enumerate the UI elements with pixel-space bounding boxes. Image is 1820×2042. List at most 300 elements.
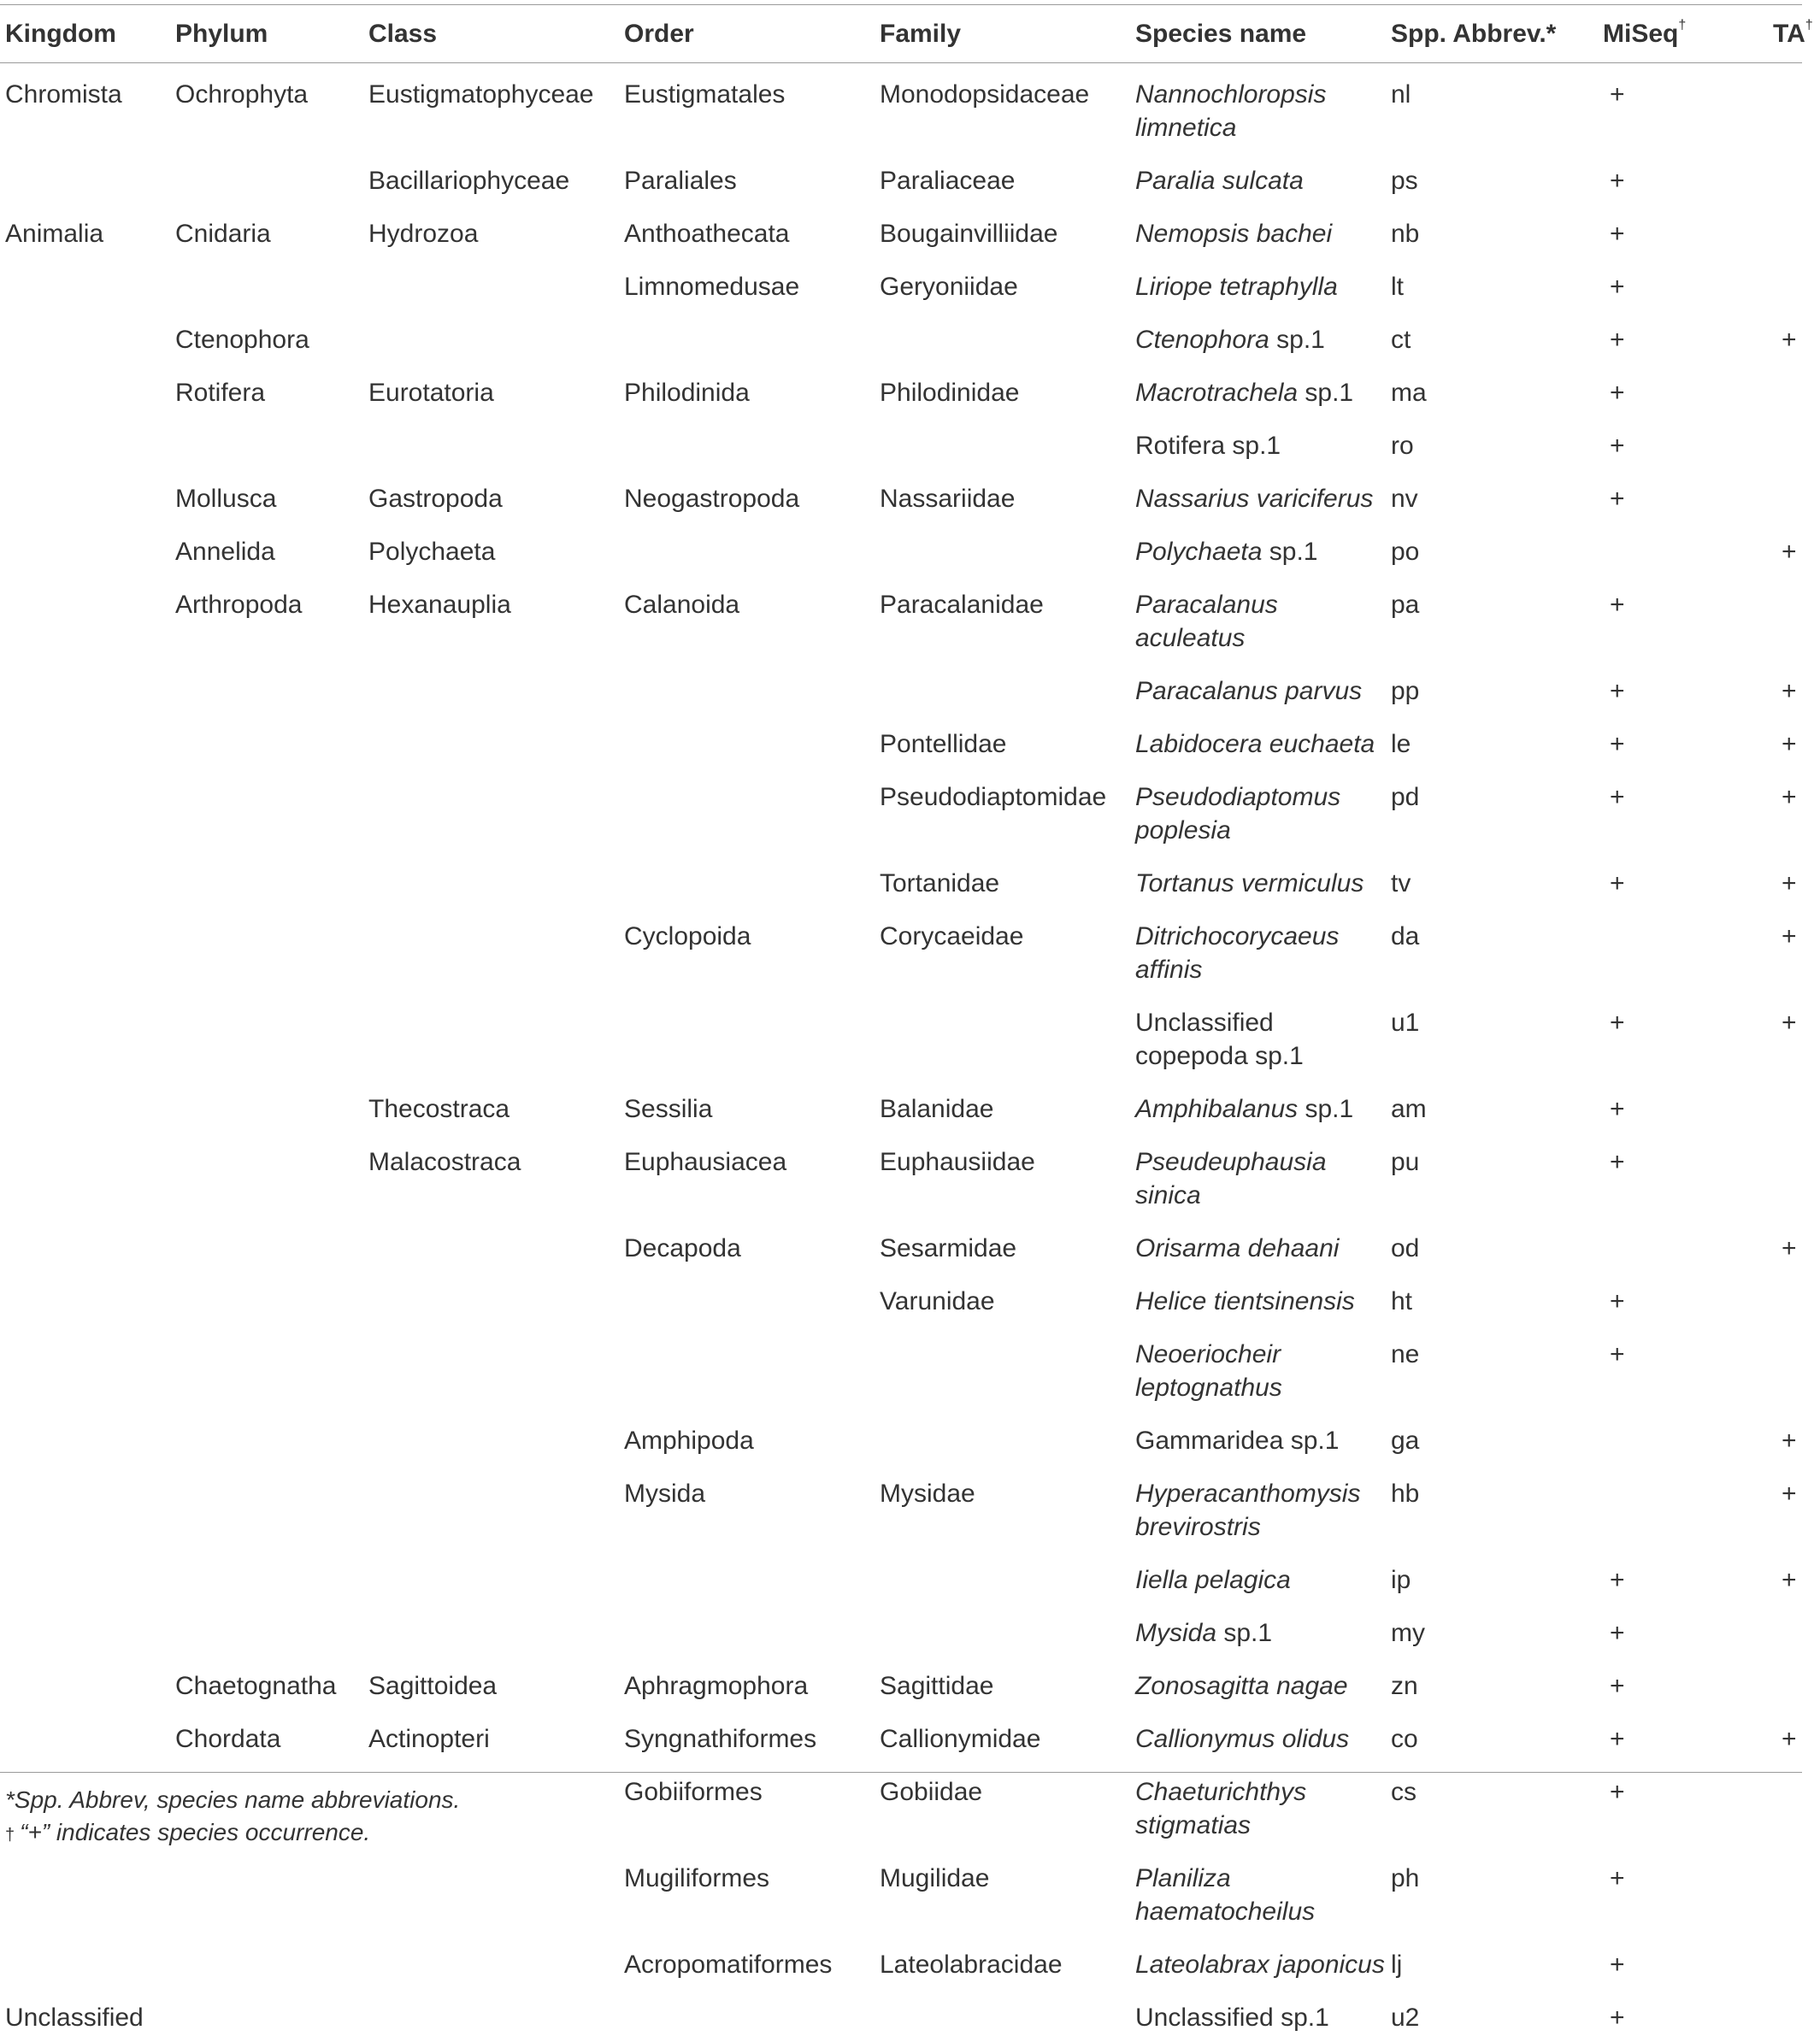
cell-phylum: Arthropoda <box>175 591 303 619</box>
cell-ta <box>1768 1850 1802 1936</box>
cell-spp-abbrev: le <box>1391 730 1411 758</box>
cell-class <box>363 258 619 311</box>
cell-class <box>363 855 619 908</box>
cell-order: Calanoida <box>624 591 740 619</box>
occurrence-mark: + <box>1610 1340 1625 1368</box>
header-order: Order <box>624 19 694 48</box>
cell-kingdom <box>0 1551 170 1604</box>
cell-miseq <box>1598 311 1768 364</box>
species-italic: Lateolabrax japonicus <box>1135 1951 1385 1979</box>
header-kingdom: Kingdom <box>5 19 116 48</box>
cell-spp-abbrev: zn <box>1391 1672 1418 1700</box>
cell-miseq <box>1598 1551 1768 1604</box>
table-row <box>0 1710 1802 1763</box>
species-italic: Neoeriocheir leptognathus <box>1135 1340 1282 1402</box>
cell-phylum <box>170 1326 363 1412</box>
cell-miseq <box>1598 994 1768 1080</box>
cell-miseq <box>1598 1850 1768 1936</box>
cell-family: Monodopsidaceae <box>880 80 1090 109</box>
cell-kingdom: Unclassified <box>5 2004 144 2032</box>
taxonomy-table <box>0 5 1813 2042</box>
cell-class: Actinopteri <box>368 1725 490 1753</box>
cell-spp-abbrev: po <box>1391 538 1420 566</box>
cell-ta <box>1768 768 1802 855</box>
header-spp-abbrev: Spp. Abbrev.* <box>1391 19 1557 48</box>
cell-order <box>619 1551 875 1604</box>
cell-species-name <box>1130 311 1386 364</box>
table-row <box>0 1989 1802 2042</box>
cell-ta <box>1768 1763 1802 1850</box>
table-row <box>0 768 1802 855</box>
cell-family <box>875 1551 1130 1604</box>
cell-phylum <box>170 1989 363 2042</box>
header-ta-dagger: † <box>1805 17 1813 32</box>
cell-order: Paraliales <box>624 167 737 195</box>
species-italic: Pseudodiaptomus poplesia <box>1135 783 1341 844</box>
occurrence-mark: + <box>1782 677 1797 705</box>
occurrence-mark: + <box>1610 1619 1625 1647</box>
cell-family: Pontellidae <box>880 730 1007 758</box>
table-row <box>0 417 1802 470</box>
species-plain: sp.1 <box>1269 326 1325 354</box>
cell-kingdom <box>0 311 170 364</box>
cell-order <box>619 1989 875 2042</box>
table-row <box>0 662 1802 715</box>
cell-miseq <box>1598 1604 1768 1657</box>
cell-order <box>619 523 875 576</box>
cell-species-name <box>1130 205 1386 258</box>
table-row <box>0 908 1802 994</box>
cell-species-name <box>1130 1551 1386 1604</box>
cell-phylum <box>170 1412 363 1465</box>
header-miseq-dagger: † <box>1678 17 1687 32</box>
cell-ta <box>1768 205 1802 258</box>
cell-family: Corycaeidae <box>880 922 1024 950</box>
species-plain: sp.1 <box>1216 1619 1273 1647</box>
cell-class: Gastropoda <box>368 485 503 513</box>
cell-kingdom <box>0 662 170 715</box>
cell-order: Decapoda <box>624 1234 741 1262</box>
cell-class <box>363 768 619 855</box>
occurrence-mark: + <box>1610 1148 1625 1176</box>
cell-spp-abbrev: ct <box>1391 326 1411 354</box>
header-phylum: Phylum <box>175 19 268 48</box>
occurrence-mark: + <box>1610 2004 1625 2032</box>
species-italic: Paralia sulcata <box>1135 167 1304 195</box>
occurrence-mark: + <box>1610 1778 1625 1806</box>
cell-spp-abbrev: ma <box>1391 379 1427 407</box>
table-row <box>0 1273 1802 1326</box>
table-row <box>0 1604 1802 1657</box>
footnote-occurrence <box>5 1817 370 1851</box>
cell-kingdom <box>0 152 170 205</box>
cell-order: Mysida <box>624 1480 706 1508</box>
cell-kingdom <box>0 768 170 855</box>
occurrence-mark: + <box>1782 1725 1797 1753</box>
cell-family <box>875 417 1130 470</box>
cell-ta <box>1768 258 1802 311</box>
cell-ta <box>1768 523 1802 576</box>
cell-miseq <box>1598 662 1768 715</box>
cell-phylum: Rotifera <box>175 379 266 407</box>
cell-family <box>875 1326 1130 1412</box>
cell-class <box>363 311 619 364</box>
cell-order <box>619 417 875 470</box>
species-italic: Iiella pelagica <box>1135 1566 1291 1594</box>
cell-order <box>619 1604 875 1657</box>
cell-phylum <box>170 1551 363 1604</box>
cell-family: Philodinidae <box>880 379 1020 407</box>
cell-spp-abbrev: u1 <box>1391 1009 1420 1037</box>
cell-kingdom <box>0 1326 170 1412</box>
cell-species-name <box>1130 1604 1386 1657</box>
cell-kingdom <box>0 1465 170 1551</box>
species-italic: Callionymus olidus <box>1135 1725 1350 1753</box>
table-row <box>0 855 1802 908</box>
cell-family <box>875 1412 1130 1465</box>
cell-family: Balanidae <box>880 1095 994 1123</box>
cell-phylum <box>170 908 363 994</box>
cell-miseq <box>1598 1657 1768 1710</box>
cell-order: Philodinida <box>624 379 750 407</box>
table-row <box>0 994 1802 1080</box>
cell-species-name <box>1130 715 1386 768</box>
cell-species-name <box>1130 523 1386 576</box>
species-plain: Unclassified sp.1 <box>1135 2004 1329 2032</box>
species-plain: sp.1 <box>1298 379 1354 407</box>
cell-spp-abbrev: ne <box>1391 1340 1420 1368</box>
cell-family <box>875 311 1130 364</box>
cell-miseq <box>1598 364 1768 417</box>
cell-spp-abbrev: hb <box>1391 1480 1420 1508</box>
cell-phylum <box>170 1936 363 1989</box>
cell-family: Nassariidae <box>880 485 1016 513</box>
species-italic: Paracalanus parvus <box>1135 677 1363 705</box>
cell-miseq <box>1598 417 1768 470</box>
cell-species-name <box>1130 470 1386 523</box>
cell-class <box>363 1604 619 1657</box>
cell-class: Hexanauplia <box>368 591 511 619</box>
cell-spp-abbrev: pp <box>1391 677 1420 705</box>
header-ta-label: TA <box>1773 19 1805 48</box>
table-row <box>0 1412 1802 1465</box>
cell-miseq <box>1598 1989 1768 2042</box>
cell-spp-abbrev: u2 <box>1391 2004 1420 2032</box>
cell-phylum: Cnidaria <box>175 220 271 248</box>
cell-spp-abbrev: pa <box>1391 591 1420 619</box>
occurrence-mark: + <box>1782 326 1797 354</box>
header-miseq-label: MiSeq <box>1603 19 1679 48</box>
cell-phylum: Annelida <box>175 538 275 566</box>
occurrence-mark: + <box>1610 1287 1625 1315</box>
cell-ta <box>1768 417 1802 470</box>
cell-miseq <box>1598 205 1768 258</box>
table-row <box>0 205 1802 258</box>
footnote-dagger: † <box>5 1826 15 1845</box>
species-italic: Chaeturichthys stigmatias <box>1135 1778 1307 1839</box>
cell-family <box>875 1989 1130 2042</box>
cell-spp-abbrev: nb <box>1391 220 1420 248</box>
cell-miseq <box>1598 1412 1768 1465</box>
species-italic: Pseudeuphausia sinica <box>1135 1148 1327 1209</box>
cell-ta <box>1768 1657 1802 1710</box>
cell-phylum: Ochrophyta <box>175 80 309 109</box>
cell-species-name <box>1130 1989 1386 2042</box>
table-row <box>0 576 1802 662</box>
table-row <box>0 1080 1802 1133</box>
cell-species-name <box>1130 855 1386 908</box>
cell-order: Neogastropoda <box>624 485 800 513</box>
cell-family: Mysidae <box>880 1480 975 1508</box>
cell-class <box>363 715 619 768</box>
cell-order: Acropomatiformes <box>624 1951 833 1979</box>
occurrence-mark: + <box>1610 1009 1625 1037</box>
cell-ta <box>1768 662 1802 715</box>
species-italic: Zonosagitta nagae <box>1135 1672 1348 1700</box>
species-plain: Gammaridea sp.1 <box>1135 1427 1340 1455</box>
footnote-occurrence-text: “+” indicates species occurrence. <box>20 1819 371 1845</box>
occurrence-mark: + <box>1610 220 1625 248</box>
cell-species-name <box>1130 908 1386 994</box>
table-row <box>0 1133 1802 1220</box>
occurrence-mark: + <box>1782 783 1797 811</box>
occurrence-mark: + <box>1610 80 1625 109</box>
cell-miseq <box>1598 715 1768 768</box>
cell-spp-abbrev: cs <box>1391 1778 1417 1806</box>
cell-species-name <box>1130 1465 1386 1551</box>
cell-ta <box>1768 1273 1802 1326</box>
cell-class <box>363 1220 619 1273</box>
table-row <box>0 258 1802 311</box>
occurrence-mark: + <box>1782 730 1797 758</box>
cell-order: Limnomedusae <box>624 273 800 301</box>
cell-miseq <box>1598 62 1768 152</box>
species-plain: Rotifera sp.1 <box>1135 432 1281 460</box>
cell-species-name <box>1130 994 1386 1080</box>
cell-species-name <box>1130 1657 1386 1710</box>
cell-phylum <box>170 1080 363 1133</box>
cell-ta <box>1768 1220 1802 1273</box>
cell-kingdom <box>0 1936 170 1989</box>
occurrence-mark: + <box>1610 1951 1625 1979</box>
cell-kingdom <box>0 1657 170 1710</box>
header-miseq <box>1598 5 1768 62</box>
cell-class: Eurotatoria <box>368 379 494 407</box>
cell-order <box>619 715 875 768</box>
cell-class: Thecostraca <box>368 1095 510 1123</box>
cell-class <box>363 1273 619 1326</box>
cell-family: Euphausiidae <box>880 1148 1035 1176</box>
cell-kingdom <box>0 1710 170 1763</box>
cell-order: Sessilia <box>624 1095 713 1123</box>
cell-ta <box>1768 576 1802 662</box>
cell-species-name <box>1130 1763 1386 1850</box>
cell-species-name <box>1130 1326 1386 1412</box>
cell-order: Anthoathecata <box>624 220 790 248</box>
cell-spp-abbrev: ht <box>1391 1287 1413 1315</box>
cell-phylum: Chordata <box>175 1725 281 1753</box>
cell-class: Hydrozoa <box>368 220 479 248</box>
cell-spp-abbrev: nv <box>1391 485 1418 513</box>
cell-kingdom: Animalia <box>5 220 104 248</box>
table-row <box>0 1551 1802 1604</box>
occurrence-mark: + <box>1782 1480 1797 1508</box>
cell-class <box>363 1465 619 1551</box>
cell-order <box>619 1273 875 1326</box>
species-italic: Macrotrachela <box>1135 379 1299 407</box>
cell-kingdom <box>0 855 170 908</box>
cell-phylum <box>170 258 363 311</box>
species-italic: Helice tientsinensis <box>1135 1287 1355 1315</box>
cell-family: Callionymidae <box>880 1725 1041 1753</box>
cell-miseq <box>1598 855 1768 908</box>
cell-family <box>875 662 1130 715</box>
cell-phylum <box>170 1850 363 1936</box>
cell-spp-abbrev: lt <box>1391 273 1404 301</box>
cell-species-name <box>1130 576 1386 662</box>
cell-family <box>875 523 1130 576</box>
table-row <box>0 1326 1802 1412</box>
cell-ta <box>1768 1080 1802 1133</box>
cell-miseq <box>1598 523 1768 576</box>
cell-order: Gobiiformes <box>624 1778 763 1806</box>
cell-phylum <box>170 1604 363 1657</box>
cell-class <box>363 1326 619 1412</box>
cell-class: Malacostraca <box>368 1148 521 1176</box>
cell-species-name <box>1130 1850 1386 1936</box>
header-ta <box>1768 5 1813 62</box>
cell-ta <box>1768 994 1802 1080</box>
species-italic: Nassarius variciferus <box>1135 485 1374 513</box>
cell-miseq <box>1598 1220 1768 1273</box>
cell-order: Cyclopoida <box>624 922 751 950</box>
occurrence-mark: + <box>1782 1234 1797 1262</box>
cell-kingdom <box>0 715 170 768</box>
table-row <box>0 1465 1802 1551</box>
cell-family <box>875 994 1130 1080</box>
cell-spp-abbrev: nl <box>1391 80 1411 109</box>
cell-ta <box>1768 364 1802 417</box>
occurrence-mark: + <box>1782 1427 1797 1455</box>
cell-miseq <box>1598 1080 1768 1133</box>
table-row <box>0 1850 1802 1936</box>
cell-family: Bougainvilliidae <box>880 220 1058 248</box>
cell-ta <box>1768 1936 1802 1989</box>
cell-species-name <box>1130 258 1386 311</box>
cell-class <box>363 1936 619 1989</box>
cell-miseq <box>1598 1326 1768 1412</box>
cell-class <box>363 1850 619 1936</box>
cell-miseq <box>1598 768 1768 855</box>
cell-family: Sesarmidae <box>880 1234 1017 1262</box>
occurrence-mark: + <box>1610 432 1625 460</box>
cell-kingdom <box>0 470 170 523</box>
cell-spp-abbrev: co <box>1391 1725 1418 1753</box>
occurrence-mark: + <box>1610 783 1625 811</box>
cell-species-name <box>1130 1710 1386 1763</box>
cell-class <box>363 417 619 470</box>
species-italic: Tortanus vermiculus <box>1135 869 1364 897</box>
cell-family: Sagittidae <box>880 1672 994 1700</box>
species-italic: Mysida <box>1135 1619 1217 1647</box>
species-plain: sp.1 <box>1298 1095 1354 1123</box>
cell-family: Mugilidae <box>880 1864 990 1892</box>
cell-order <box>619 768 875 855</box>
cell-phylum <box>170 1465 363 1551</box>
table-row <box>0 470 1802 523</box>
table-row <box>0 311 1802 364</box>
cell-kingdom <box>0 1080 170 1133</box>
cell-kingdom <box>0 1273 170 1326</box>
cell-kingdom <box>0 576 170 662</box>
cell-miseq <box>1598 470 1768 523</box>
table-row <box>0 1936 1802 1989</box>
cell-class: Eustigmatophyceae <box>368 80 594 109</box>
cell-kingdom <box>0 1133 170 1220</box>
species-italic: Nemopsis bachei <box>1135 220 1333 248</box>
cell-ta <box>1768 311 1802 364</box>
cell-class <box>363 1412 619 1465</box>
cell-species-name <box>1130 1936 1386 1989</box>
species-plain: Unclassified copepoda sp.1 <box>1135 1009 1304 1070</box>
cell-miseq <box>1598 1465 1768 1551</box>
cell-spp-abbrev: ph <box>1391 1864 1420 1892</box>
occurrence-mark: + <box>1610 1566 1625 1594</box>
cell-order <box>619 994 875 1080</box>
cell-kingdom <box>0 1220 170 1273</box>
species-italic: Orisarma dehaani <box>1135 1234 1340 1262</box>
cell-order: Amphipoda <box>624 1427 754 1455</box>
cell-kingdom <box>0 1604 170 1657</box>
cell-family: Gobiidae <box>880 1778 983 1806</box>
cell-spp-abbrev: pu <box>1391 1148 1420 1176</box>
cell-order <box>619 662 875 715</box>
cell-class <box>363 1989 619 2042</box>
cell-species-name <box>1130 1220 1386 1273</box>
cell-family: Pseudodiaptomidae <box>880 783 1107 811</box>
cell-kingdom <box>0 1412 170 1465</box>
cell-ta <box>1768 908 1802 994</box>
cell-miseq <box>1598 576 1768 662</box>
cell-spp-abbrev: pd <box>1391 783 1420 811</box>
table-row <box>0 62 1802 152</box>
cell-order <box>619 311 875 364</box>
cell-class <box>363 994 619 1080</box>
cell-ta <box>1768 1133 1802 1220</box>
cell-miseq <box>1598 152 1768 205</box>
table-row <box>0 364 1802 417</box>
cell-ta <box>1768 715 1802 768</box>
occurrence-mark: + <box>1610 326 1625 354</box>
cell-order: Aphragmophora <box>624 1672 809 1700</box>
cell-phylum <box>170 768 363 855</box>
cell-phylum <box>170 1133 363 1220</box>
cell-phylum <box>170 1273 363 1326</box>
cell-miseq <box>1598 1763 1768 1850</box>
species-italic: Liriope tetraphylla <box>1135 273 1338 301</box>
cell-phylum <box>170 994 363 1080</box>
occurrence-mark: + <box>1782 922 1797 950</box>
cell-kingdom <box>0 417 170 470</box>
cell-phylum <box>170 417 363 470</box>
cell-miseq <box>1598 1710 1768 1763</box>
occurrence-mark: + <box>1610 167 1625 195</box>
cell-species-name <box>1130 1080 1386 1133</box>
cell-species-name <box>1130 1412 1386 1465</box>
footnote-abbrev: *Spp. Abbrev, species name abbreviations. <box>5 1786 461 1813</box>
cell-miseq <box>1598 1273 1768 1326</box>
cell-family: Paraliaceae <box>880 167 1016 195</box>
